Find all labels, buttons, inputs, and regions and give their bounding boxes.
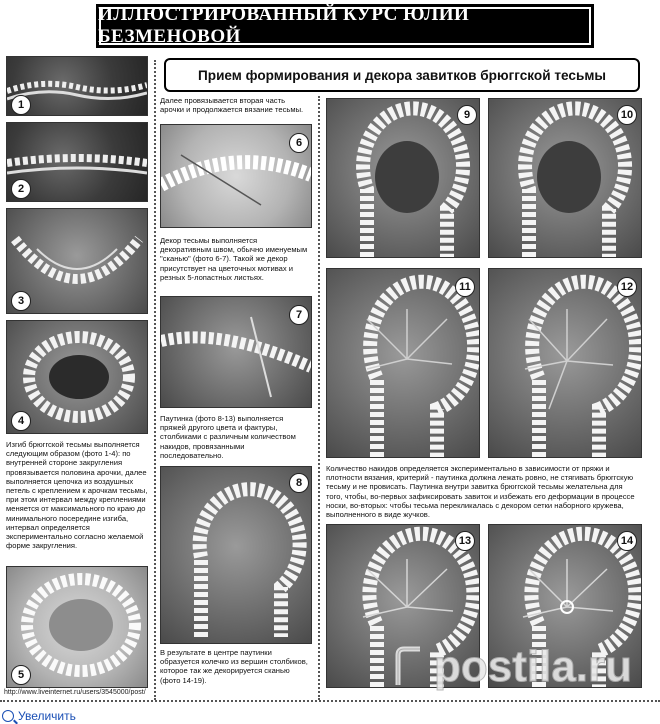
photo-number: 1 (11, 95, 31, 115)
text-continue: Далее провязывается вторая часть арочки и продолжается вязание тесьмы. (160, 96, 304, 115)
photo-number: 5 (11, 665, 31, 685)
photo-3 (6, 208, 148, 314)
photo-2 (6, 122, 148, 202)
lace-web-graphic (489, 269, 641, 457)
photo-number: 2 (11, 179, 31, 199)
lace-curl-graphic (489, 99, 641, 257)
magnifier-icon (2, 710, 14, 722)
lesson-subtitle-box (164, 58, 640, 92)
text-decor: Декор тесьмы выполняется декоративным швом, обычно именуемым "сканью" (фото 6-7). Такой же декор присутствует на цветочных мотивах и резных 5-лопастных листьях. (160, 236, 308, 282)
photo-number: 14 (617, 531, 637, 551)
photo-11 (326, 268, 480, 458)
photo-1 (6, 56, 148, 116)
photo-4 (6, 320, 148, 434)
photo-5 (6, 566, 148, 688)
watermark-text: postila.ru (434, 642, 633, 691)
course-title-banner (96, 4, 594, 48)
photo-number: 7 (289, 305, 309, 325)
photo-7 (160, 296, 312, 408)
photo-number: 4 (11, 411, 31, 431)
lace-web-graphic (327, 269, 479, 457)
text-web: Паутинка (фото 8-13) выполняется пряжей другого цвета и фактуры, столбиками с различным количеством накидов, провязанными последовательно. (160, 414, 296, 460)
photo-9 (326, 98, 480, 258)
photo-number: 12 (617, 277, 637, 297)
photo-number: 13 (455, 531, 475, 551)
footer-divider (0, 700, 660, 702)
enlarge-link[interactable] (2, 709, 76, 723)
divider-left (154, 60, 156, 700)
course-title: ИЛЛЮСТРИРОВАННЫЙ КУРС ЮЛИИ БЕЗМЕНОВОЙ (98, 4, 470, 47)
enlarge-label: Увеличить (18, 709, 76, 723)
photo-number: 3 (11, 291, 31, 311)
photo-6 (160, 124, 312, 228)
photo-8 (160, 466, 312, 644)
lace-curl-graphic (161, 467, 311, 643)
hanger-icon (392, 645, 426, 689)
photo-number: 11 (455, 277, 475, 297)
photo-number: 6 (289, 133, 309, 153)
photo-12 (488, 268, 642, 458)
lesson-subtitle: Прием формирования и декора завитков брюггской тесьмы (198, 67, 606, 83)
photo-10 (488, 98, 642, 258)
text-quantity: Количество накидов определяется экспериментально в зависимости от пряжи и плотности вязания, критерий - паутинка должна лежать ровно, не стягивать брюггскую тесьму и не провисать. Паутинка внутри завитка брюггской тесьмы желательна для того, чтобы, во-первых зафиксировать завиток и избежать его деформации в процессе носки, во-вторых: чтобы тесьма перекликалась с декором сетки наборного кружева, выполненного в виде жучков. (326, 464, 635, 520)
source-url: http://www.liveinternet.ru/users/3545000/post/ (4, 689, 146, 696)
text-result: В результате в центре паутинки образуется колечко из вершин столбиков, которое так же декорируется сканью (фото 14-19). (160, 648, 308, 685)
postila-watermark (392, 642, 632, 692)
divider-mid (318, 96, 320, 700)
text-bend-instructions: Изгиб брюггской тесьмы выполняется следующим образом (фото 1-4): по внутренней стороне закругления провязывается половина арочки, далее выполняется цепочка из воздушных петель с креплением к арочкам тесьмы, при этом интервал между креплениями меняется от максимального по краю до минимального посередине изгиба, интервал определяется экспериментально согласно желаемой форме закругления. (6, 440, 148, 551)
lace-curl-graphic (327, 99, 479, 257)
photo-number: 9 (457, 105, 477, 125)
photo-number: 8 (289, 473, 309, 493)
photo-number: 10 (617, 105, 637, 125)
